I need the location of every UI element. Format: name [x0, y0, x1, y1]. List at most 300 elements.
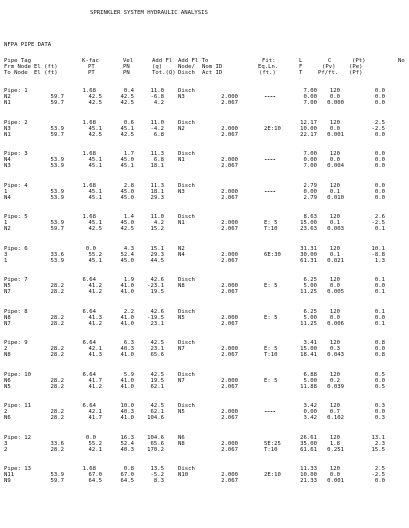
fitting: ---- [264, 94, 276, 100]
pn-from: 45.1 [120, 125, 134, 132]
pipe-row-3 [0, 352, 409, 358]
pf-ft: 0.001 [327, 478, 344, 484]
to-node: N7 [4, 289, 11, 295]
from-node: N2 [4, 94, 11, 100]
total-q: 18.1 [150, 163, 164, 169]
node: N2 [178, 125, 185, 132]
pn-to: 41.0 [120, 383, 134, 390]
elev-to: 59.7 [50, 478, 64, 484]
pipe-row-3 [0, 258, 409, 264]
fitting: 6E:30 [264, 251, 281, 258]
pn-from: 41.0 [120, 314, 134, 321]
elev-from: 28.2 [50, 346, 64, 352]
pe: 0.0 [374, 188, 385, 195]
total-len: 18.41 [300, 352, 317, 358]
to-node: 2 [4, 446, 8, 453]
from-node: N5 [4, 283, 11, 289]
pf: 0.0 [374, 163, 385, 169]
pipe-tag: Pipe: 2 [4, 119, 28, 126]
from-node: 2 [4, 346, 8, 352]
add-flow-to: Disch [178, 371, 195, 378]
kfac: 0.0 [85, 434, 96, 441]
pt-from: 45.1 [88, 188, 102, 195]
node: N8 [178, 283, 185, 289]
act-id: 2.067 [221, 320, 238, 327]
pe: 0.0 [374, 409, 385, 415]
pipe-tag: Pipe: 4 [4, 182, 28, 189]
header-cell: F [299, 64, 303, 70]
length: 7.00 [303, 151, 317, 157]
pt-to: 45.1 [88, 194, 102, 201]
header-cell: C [328, 58, 332, 64]
pn-to: 42.5 [120, 131, 134, 138]
fitting: E: 5 [264, 346, 278, 352]
act-id: 2.067 [221, 194, 238, 201]
pipe-row-3 [0, 226, 409, 232]
header-cell: T [299, 70, 303, 76]
kfac: 0.0 [85, 245, 96, 252]
add-flow-to: Disch [178, 182, 195, 189]
pipe-tag: Pipe: 8 [4, 308, 28, 315]
header-cell: K-fac [82, 58, 99, 64]
kfac: 1.68 [82, 182, 96, 189]
pipe-row-3 [0, 447, 409, 453]
to-node: N4 [4, 194, 11, 201]
pt-to: 41.2 [88, 320, 102, 327]
pn-from: 45.0 [120, 157, 134, 163]
kfac: 1.68 [82, 151, 96, 157]
velocity: 6.3 [123, 340, 134, 346]
pipe-tag: Pipe: 1 [4, 88, 28, 94]
elev-from: 28.2 [50, 377, 64, 384]
pt-from: 55.2 [88, 440, 102, 447]
length: 11.33 [300, 466, 317, 472]
header-cell: Nom ID [202, 64, 223, 70]
header-cell: Pf/ft. [318, 70, 339, 76]
pt: 13.1 [371, 434, 385, 441]
header-row [0, 70, 409, 76]
to-node: N1 [4, 131, 11, 138]
act-id: 2.067 [221, 415, 238, 421]
total-q: 15.2 [150, 226, 164, 232]
pn-from: 40.3 [120, 409, 134, 415]
pt-to: 41.2 [88, 383, 102, 390]
pt-to: 42.5 [88, 226, 102, 232]
header-cell: Add Fl [152, 58, 173, 64]
pt-from: 45.1 [88, 220, 102, 226]
pf-ft: 0.003 [327, 226, 344, 232]
velocity: 0.6 [123, 119, 134, 126]
pt-from: 67.0 [88, 472, 102, 478]
pt: 0.8 [374, 340, 385, 346]
nom-id: 2.000 [221, 188, 238, 195]
pf-ft: 0.010 [327, 194, 344, 201]
elev-from: 53.9 [50, 157, 64, 163]
section-title: NFPA PIPE DATA [4, 42, 52, 48]
kfac: 6.64 [82, 340, 96, 346]
to-node: 1 [4, 257, 8, 264]
act-id: 2.067 [221, 163, 238, 169]
length: 6.25 [303, 277, 317, 283]
pv: 0.2 [329, 377, 340, 384]
node: N10 [178, 472, 189, 478]
elev-from: 59.7 [50, 94, 64, 100]
header-cell: PT [88, 70, 95, 76]
pn-to: 41.0 [120, 320, 134, 327]
pv: 0.0 [329, 94, 340, 100]
length: 7.00 [303, 88, 317, 94]
fitting: ---- [264, 188, 276, 195]
elev-from: 53.9 [50, 472, 64, 478]
elev-from: 33.6 [50, 251, 64, 258]
length: 12.17 [300, 119, 317, 126]
header-cell: (Pv) [322, 64, 336, 70]
fitting-len: 5.00 [303, 377, 317, 384]
total-q: 4.2 [153, 100, 164, 106]
add-flow-to: Disch [178, 403, 195, 409]
q: -4.2 [150, 125, 164, 132]
fitting: ---- [264, 157, 276, 163]
pt-from: 45.1 [88, 157, 102, 163]
eq-length: T:10 [264, 352, 278, 358]
length: 26.61 [300, 434, 317, 441]
total-q: 8.3 [153, 478, 164, 484]
pt: 2.6 [374, 214, 385, 220]
add-flow-to: Disch [178, 340, 195, 346]
pipe-tag: Pipe: 6 [4, 245, 28, 252]
c-factor: 120 [329, 308, 340, 315]
total-q: 65.6 [150, 352, 164, 358]
pv: 0.0 [329, 314, 340, 321]
add-flow: 11.3 [150, 151, 164, 157]
elev-from: 33.6 [50, 440, 64, 447]
velocity: 1.7 [123, 151, 134, 157]
to-node: N9 [4, 478, 11, 484]
pn-to: 41.0 [120, 289, 134, 295]
pt: 10.1 [371, 245, 385, 252]
node: N5 [178, 314, 185, 321]
add-flow: 104.6 [147, 434, 164, 441]
fitting-len: 30.00 [300, 251, 317, 258]
fitting-len: 0.00 [303, 94, 317, 100]
header-cell: PN [123, 70, 130, 76]
pn-from: 45.0 [120, 188, 134, 195]
pt: 0.0 [374, 88, 385, 94]
q: 6.8 [153, 157, 164, 163]
pt: 0.0 [374, 182, 385, 189]
pn-to: 40.3 [120, 446, 134, 453]
pv: 0.7 [329, 409, 340, 415]
pn-to: 41.0 [120, 352, 134, 358]
fitting-len: 0.00 [303, 188, 317, 195]
add-flow-to: N2 [178, 245, 185, 252]
pn-from: 52.4 [120, 251, 134, 258]
pt-from: 55.2 [88, 251, 102, 258]
add-flow: 13.5 [150, 466, 164, 472]
pn-from: 45.0 [120, 220, 134, 226]
add-flow-to: Disch [178, 466, 195, 472]
pipe-tag: Pipe: 10 [4, 371, 31, 378]
pn-from: 41.0 [120, 377, 134, 384]
fitting-len: 5.00 [303, 314, 317, 321]
total-len: 11.25 [300, 289, 317, 295]
pn-to: 45.0 [120, 194, 134, 201]
from-node: N11 [4, 472, 15, 478]
length: 6.25 [303, 308, 317, 315]
q: 62.1 [150, 409, 164, 415]
kfac: 6.64 [82, 403, 96, 409]
fitting: 2E:10 [264, 472, 281, 478]
length: 3.41 [303, 340, 317, 346]
pe: 0.0 [374, 314, 385, 321]
velocity: 0.8 [123, 466, 134, 472]
pe: 0.0 [374, 94, 385, 100]
pt: 0.5 [374, 371, 385, 378]
total-len: 61.61 [300, 446, 317, 453]
header-cell: Node/ [178, 64, 195, 70]
pipe-tag: Pipe: 11 [4, 403, 31, 409]
pt-to: 42.1 [88, 446, 102, 453]
elev-to: 59.7 [50, 226, 64, 232]
elev-to: 53.9 [50, 163, 64, 169]
c-factor: 120 [329, 466, 340, 472]
pe: -2.5 [371, 220, 385, 226]
header-cell: El (ft) [34, 70, 58, 76]
pt-from: 45.1 [88, 125, 102, 132]
node: N4 [178, 251, 185, 258]
add-flow-to: Disch [178, 88, 195, 94]
add-flow: 42.6 [150, 277, 164, 283]
elev-to: 59.7 [50, 131, 64, 138]
pipe-tag: Pipe: 7 [4, 277, 28, 283]
pv: 0.0 [329, 472, 340, 478]
node: N7 [178, 346, 185, 352]
total-len: 2.79 [303, 194, 317, 201]
act-id: 2.067 [221, 478, 238, 484]
q: 4.2 [153, 220, 164, 226]
fitting-len: 0.00 [303, 157, 317, 163]
pf-ft: 0.001 [327, 131, 344, 138]
nom-id: 2.000 [221, 283, 238, 289]
add-flow: 11.0 [150, 88, 164, 94]
pn-from: 42.5 [120, 94, 134, 100]
report-title: SPRINKLER SYSTEM HYDRAULIC ANALYSIS [90, 10, 208, 16]
elev-to: 28.2 [50, 383, 64, 390]
q: -6.8 [150, 94, 164, 100]
node: N5 [178, 409, 185, 415]
pe: 2.3 [374, 440, 385, 447]
pf-ft: 0.005 [327, 289, 344, 295]
pn-to: 64.5 [120, 478, 134, 484]
from-node: N3 [4, 125, 11, 132]
to-node: N1 [4, 100, 11, 106]
fitting: E: 5 [264, 377, 278, 384]
elev-to: 28.2 [50, 352, 64, 358]
elev-to: 53.9 [50, 194, 64, 201]
pe: 0.0 [374, 283, 385, 289]
elev-from: 53.9 [50, 188, 64, 195]
pn-to: 45.1 [120, 163, 134, 169]
total-len: 21.33 [300, 478, 317, 484]
pipe-row-3 [0, 415, 409, 421]
header-cell: PT [88, 64, 95, 70]
velocity: 2.8 [123, 182, 134, 189]
total-len: 11.25 [300, 320, 317, 327]
pt-from: 41.7 [88, 377, 102, 384]
pt-from: 42.1 [88, 409, 102, 415]
q: 65.6 [150, 440, 164, 447]
c-factor: 120 [329, 245, 340, 252]
pf-ft: 0.004 [327, 163, 344, 169]
length: 2.79 [303, 182, 317, 189]
kfac: 6.64 [82, 371, 96, 378]
pt: 2.5 [374, 466, 385, 472]
pv: 1.8 [329, 440, 340, 447]
add-flow-to: Disch [178, 308, 195, 315]
pt-to: 42.5 [88, 131, 102, 138]
act-id: 2.067 [221, 226, 238, 232]
elev-to: 28.2 [50, 446, 64, 453]
header-cell: No [398, 58, 405, 64]
c-factor: 120 [329, 434, 340, 441]
fitting-len: 35.00 [300, 440, 317, 447]
fitting: E: 5 [264, 283, 278, 289]
from-node: N8 [4, 314, 11, 321]
pv: 0.0 [329, 157, 340, 163]
c-factor: 120 [329, 119, 340, 126]
nom-id: 2.000 [221, 440, 238, 447]
pt-from: 42.5 [88, 94, 102, 100]
act-id: 2.067 [221, 257, 238, 264]
fitting: 2E:10 [264, 125, 281, 132]
pf: 0.0 [374, 100, 385, 106]
act-id: 2.067 [221, 289, 238, 295]
pf-ft: 0.039 [327, 383, 344, 390]
pt-from: 42.1 [88, 346, 102, 352]
header-cell: PN [123, 64, 130, 70]
fitting-len: 10.00 [300, 472, 317, 478]
nom-id: 2.000 [221, 220, 238, 226]
header-cell: El (ft) [34, 64, 58, 70]
pf: 0.1 [374, 289, 385, 295]
from-node: 3 [4, 440, 8, 447]
node: N3 [178, 188, 185, 195]
elev-to: 53.9 [50, 257, 64, 264]
pv: 0.1 [329, 220, 340, 226]
header-cell: Disch [178, 70, 195, 76]
c-factor: 120 [329, 371, 340, 378]
header-cell: (Pe) [349, 64, 363, 70]
pe: 0.0 [374, 377, 385, 384]
from-node: N4 [4, 157, 11, 163]
kfac: 1.68 [82, 88, 96, 94]
pipe-tag: Pipe: 9 [4, 340, 28, 346]
pt-to: 41.3 [88, 352, 102, 358]
pipe-tag: Pipe: 5 [4, 214, 28, 220]
velocity: 5.9 [123, 371, 134, 378]
header-cell: Vel [123, 58, 134, 64]
velocity: 16.3 [120, 434, 134, 441]
to-node: N2 [4, 226, 11, 232]
pn-to: 42.5 [120, 100, 134, 106]
add-flow-to: Disch [178, 277, 195, 283]
to-node: N6 [4, 415, 11, 421]
kfac: 1.68 [82, 466, 96, 472]
header-cell: (Pt) [352, 58, 366, 64]
pe: -2.5 [371, 472, 385, 478]
velocity: 0.4 [123, 88, 134, 94]
node: N8 [178, 440, 185, 447]
act-id: 2.067 [221, 352, 238, 358]
node: N7 [178, 377, 185, 384]
elev-to: 28.2 [50, 415, 64, 421]
act-id: 2.067 [221, 131, 238, 138]
pv: 0.1 [329, 251, 340, 258]
node: N3 [178, 94, 185, 100]
q: 23.1 [150, 346, 164, 352]
pf-ft: 0.021 [327, 257, 344, 264]
total-len: 7.00 [303, 163, 317, 169]
q: -19.5 [147, 314, 164, 321]
fitting: E: 5 [264, 314, 278, 321]
q: 18.1 [150, 188, 164, 195]
to-node: N8 [4, 352, 11, 358]
nom-id: 2.000 [221, 94, 238, 100]
pt-to: 41.2 [88, 289, 102, 295]
nom-id: 2.000 [221, 409, 238, 415]
header-cell: L [299, 58, 303, 64]
header-cell: (q) [152, 64, 163, 70]
from-node: 1 [4, 220, 8, 226]
act-id: 2.067 [221, 100, 238, 106]
elev-to: 59.7 [50, 100, 64, 106]
c-factor: 120 [329, 214, 340, 220]
pv: 0.0 [329, 283, 340, 289]
fitting-len: 10.00 [300, 125, 317, 132]
total-q: 19.5 [150, 289, 164, 295]
pt-to: 45.1 [88, 163, 102, 169]
pf: 0.1 [374, 320, 385, 327]
act-id: 2.067 [221, 446, 238, 453]
pf-ft: 0.043 [327, 352, 344, 358]
length: 3.42 [303, 403, 317, 409]
total-q: 23.1 [150, 320, 164, 327]
elev-to: 28.2 [50, 289, 64, 295]
header-cell: Add Fl To [178, 58, 209, 64]
total-q: 6.8 [153, 131, 164, 138]
add-flow: 11.0 [150, 119, 164, 126]
pe: 0.0 [374, 157, 385, 163]
header-cell: Frm Node [4, 64, 31, 70]
to-node: N7 [4, 320, 11, 327]
pipe-tag: Pipe: 13 [4, 466, 31, 472]
total-q: 104.6 [147, 415, 164, 421]
pipe-row-3 [0, 321, 409, 327]
pipe-row-3 [0, 195, 409, 201]
header-cell: Act ID [202, 70, 223, 76]
total-len: 23.63 [300, 226, 317, 232]
pipe-row-3 [0, 100, 409, 106]
c-factor: 120 [329, 182, 340, 189]
header-cell: (ft.) [259, 70, 276, 76]
nom-id: 2.000 [221, 157, 238, 163]
kfac: 1.68 [82, 119, 96, 126]
pt-to: 42.5 [88, 100, 102, 106]
q: -23.1 [147, 283, 164, 289]
add-flow: 42.6 [150, 308, 164, 315]
elev-from: 28.2 [50, 314, 64, 321]
nom-id: 2.000 [221, 125, 238, 132]
